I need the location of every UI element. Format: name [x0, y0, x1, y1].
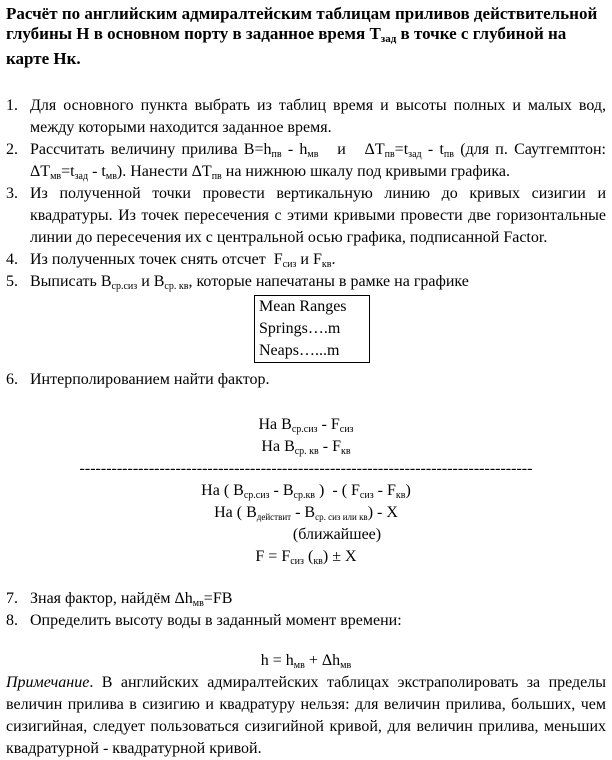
step-text: Зная фактор, найдём $\Delta h_{мв}=FB$ — [30, 590, 233, 609]
formula-line-2: На $B_{ср. кв} - F_{кв}$ — [261, 438, 351, 457]
steps-list-end — [6, 588, 606, 632]
document-title — [6, 4, 606, 69]
step-number: 3. — [6, 185, 18, 202]
step-number: 4. — [6, 251, 18, 268]
box-line: Neaps…...m — [259, 342, 340, 359]
step-text: Интерполированием найти фактор. — [30, 371, 270, 388]
height-formula: $h = h_{мв} + \Delta h_{мв}$ — [260, 652, 352, 671]
box-line: Mean Ranges — [259, 298, 347, 315]
step-7 — [6, 588, 606, 610]
title-text-end: в точке с глубиной на карте Hк. — [6, 24, 567, 68]
box-line: Springs….m — [259, 320, 341, 337]
formula-line-6: $F = F_{сиз}$ $(_{кв}) \pm X$ — [255, 548, 357, 567]
step-text: Выписать $B_{ср.сиз}$ и $B_{ср. кв}$, которые напечатаны в рамке на графике — [30, 273, 469, 292]
step-3 — [6, 183, 606, 249]
note-paragraph — [6, 672, 606, 760]
step-number: 7. — [6, 590, 18, 607]
formula-divider: ------------------------------------------------------------------------------------- — [79, 460, 533, 477]
interpolation-formula — [6, 414, 604, 568]
formula-line-1: На $B_{ср.сиз} - F_{сиз}$ — [258, 416, 354, 435]
step-text: Определить высоту воды в заданный момент времени: — [30, 612, 402, 629]
step-text: Из полученных точек снять отсчет $F_{сиз}$ и $F_{кв}$. — [30, 251, 336, 270]
step-number: 8. — [6, 612, 18, 629]
step-text: Рассчитать величину прилива $B=h_{пв} - h_{мв}$ и $\Delta T_{пв}=t_{зад} - t_{пв}$ (для п. Саутгемптон: $\Delta T_{мв}=t_{зад} - t_{мв}$). Нанести $\Delta T_{пв}$ на нижнюю шкалу под кривыми графика. — [30, 141, 606, 182]
steps-list-cont — [6, 369, 606, 391]
step-number: 2. — [6, 141, 18, 158]
formula-line-3: На ( $B_{ср.сиз} - B_{ср.кв}$ ) - ( $F_{сиз} - F_{кв}$) — [201, 482, 411, 501]
formula-line-5: (ближайшее) — [292, 526, 382, 543]
mean-ranges-box — [254, 295, 370, 363]
note-text: . В английских адмиралтейских таблицах экстраполировать за пределы величин прилива в сизигию и квадратуру нельзя: для величин прилива, больших, чем сизигийная, следует пользоваться сизигийной кривой, для величин прилива, меньших квадратурной - квадратурной кривой. — [6, 674, 606, 757]
formula-line-4: На ( Bдействит - Bср. сиз или кв) - X — [214, 504, 398, 522]
step-4 — [6, 249, 606, 271]
step-8 — [6, 610, 606, 632]
steps-list — [6, 95, 606, 293]
step-number: 5. — [6, 273, 18, 290]
step-number: 1. — [6, 97, 18, 114]
step-number: 6. — [6, 371, 18, 388]
title-subscript: зад — [380, 33, 397, 45]
step-text: Из полученной точки провести вертикальную линию до кривых сизигии и квадратуры. Из точек пересечения с этими кривыми провести две горизонтальные линии до пересечения их с центральной осью графика, подписанной Factor. — [30, 185, 606, 246]
step-2 — [6, 139, 606, 183]
note-label: Примечание — [6, 674, 90, 691]
step-6 — [6, 369, 606, 391]
step-1 — [6, 95, 606, 139]
title-text: Расчёт по английским адмиралтейским таблицам приливов действительной глубины H в основном порту в заданное время T — [6, 4, 598, 43]
step-5 — [6, 271, 606, 293]
document-page — [0, 4, 606, 757]
step-text: Для основного пункта выбрать из таблиц время и высоты полных и малых вод, между которыми находится заданное время. — [30, 97, 606, 136]
